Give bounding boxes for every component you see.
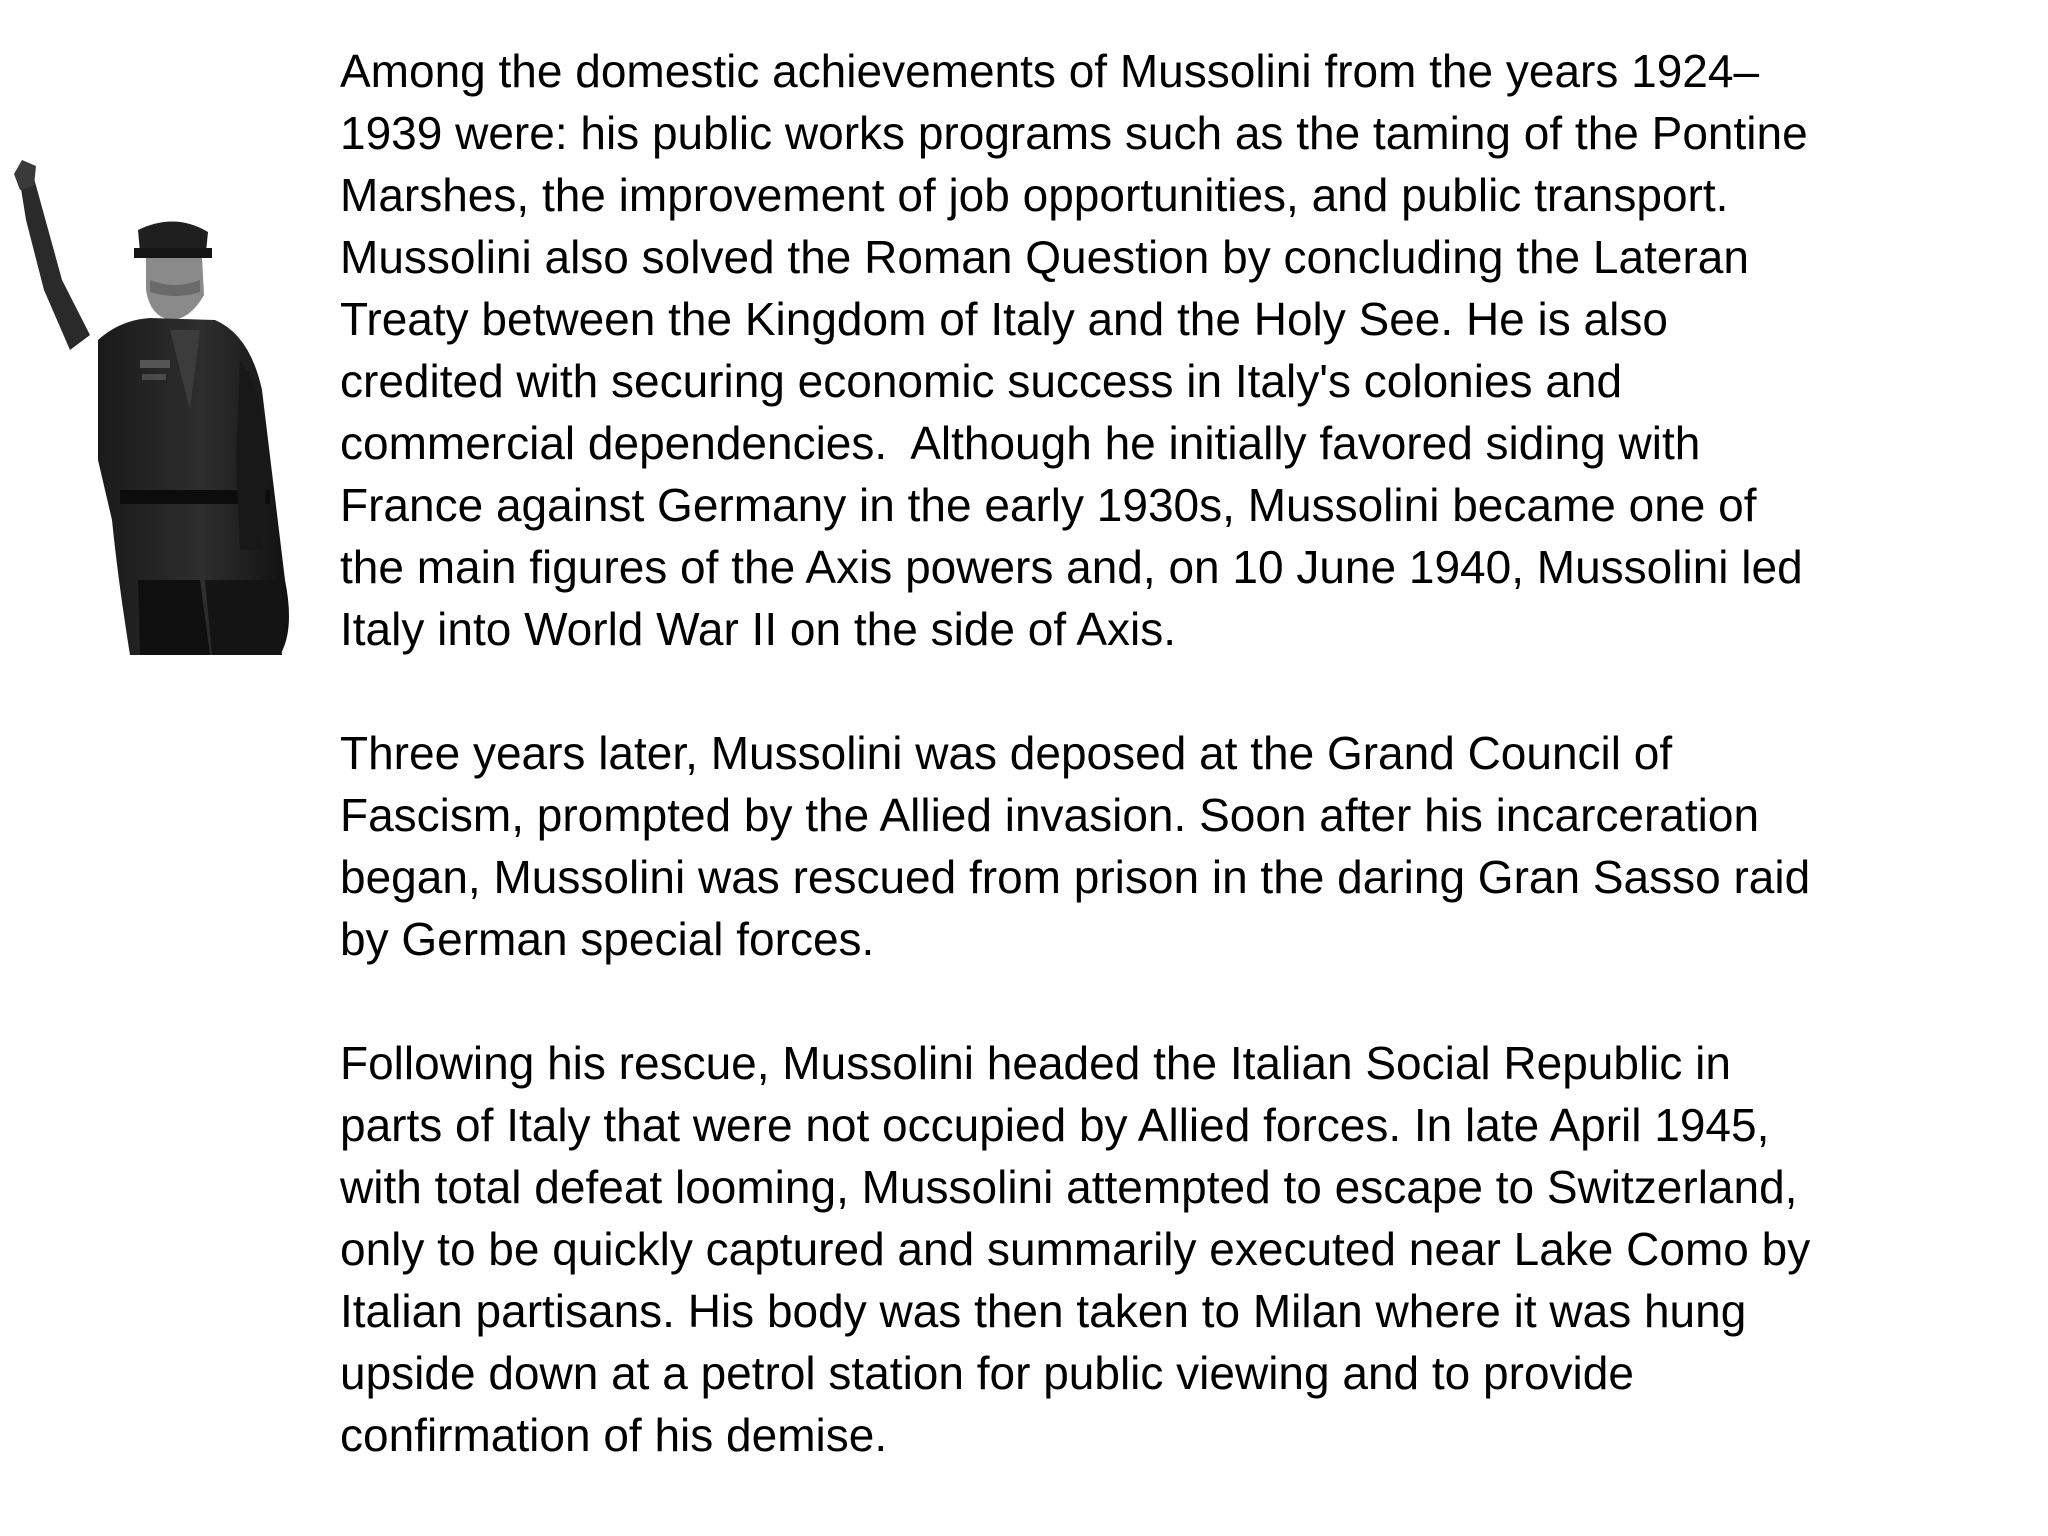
paragraph-social-republic bbox=[340, 1032, 2010, 1466]
text-line: Three years later, Mussolini was deposed at the Grand Council of bbox=[340, 727, 1673, 779]
saluting-man-in-uniform-photo bbox=[0, 160, 300, 655]
text-line: parts of Italy that were not occupied by Allied forces. In late April 1945, bbox=[340, 1099, 1770, 1151]
article-body bbox=[340, 40, 2010, 1466]
paragraph-deposition bbox=[340, 722, 2010, 970]
text-line: Italy into World War II on the side of Axis. bbox=[340, 603, 1177, 655]
saluting-figure-photo bbox=[0, 160, 300, 655]
text-line: 1939 were: his public works programs such as the taming of the Pontine bbox=[340, 107, 1808, 159]
text-line: with total defeat looming, Mussolini attempted to escape to Switzerland, bbox=[340, 1161, 1798, 1213]
paragraph-achievements bbox=[340, 40, 2010, 660]
text-line: only to be quickly captured and summarily executed near Lake Como by bbox=[340, 1223, 1811, 1275]
text-line: Fascism, prompted by the Allied invasion. Soon after his incarceration bbox=[340, 789, 1760, 841]
text-line: Following his rescue, Mussolini headed the Italian Social Republic in bbox=[340, 1037, 1731, 1089]
text-line: Treaty between the Kingdom of Italy and the Holy See. He is also bbox=[340, 293, 1668, 345]
text-line: commercial dependencies. Although he initially favored siding with bbox=[340, 417, 1701, 469]
text-line: Mussolini also solved the Roman Question by concluding the Lateran bbox=[340, 231, 1749, 283]
text-line: credited with securing economic success in Italy's colonies and bbox=[340, 355, 1623, 407]
text-line: upside down at a petrol station for public viewing and to provide bbox=[340, 1347, 1634, 1399]
text-line: began, Mussolini was rescued from prison in the daring Gran Sasso raid bbox=[340, 851, 1811, 903]
text-line: confirmation of his demise. bbox=[340, 1409, 888, 1461]
text-line: the main figures of the Axis powers and, on 10 June 1940, Mussolini led bbox=[340, 541, 1803, 593]
text-line: Italian partisans. His body was then taken to Milan where it was hung bbox=[340, 1285, 1747, 1337]
text-line: by German special forces. bbox=[340, 913, 875, 965]
text-line: France against Germany in the early 1930s, Mussolini became one of bbox=[340, 479, 1757, 531]
text-line: Marshes, the improvement of job opportunities, and public transport. bbox=[340, 169, 1729, 221]
text-line: Among the domestic achievements of Mussolini from the years 1924– bbox=[340, 45, 1760, 97]
